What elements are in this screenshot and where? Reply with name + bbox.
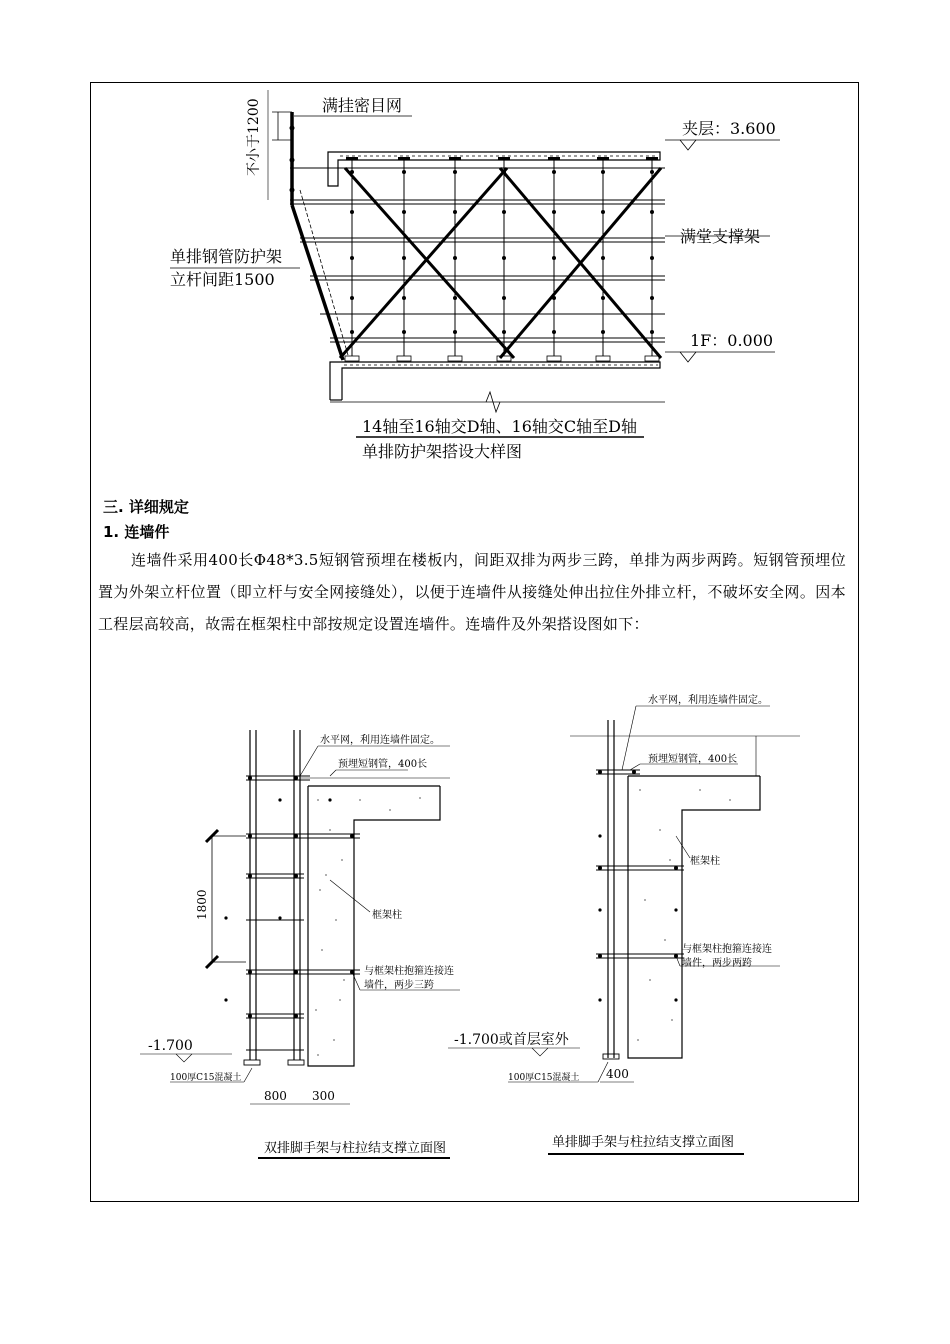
label-guard-frame-1: 单排钢管防护架 bbox=[170, 247, 283, 266]
label-mezzanine: 夹层：3.600 bbox=[682, 119, 776, 138]
cross-bracing bbox=[340, 168, 661, 358]
fig3-label-embed: 预埋短钢管，400长 bbox=[648, 754, 738, 765]
fig2-caption: 双排脚手架与柱拉结支撑立面图 bbox=[264, 1141, 447, 1156]
label-min-height: 不小于1200 bbox=[246, 98, 262, 176]
fig2-label-column: 框架柱 bbox=[372, 910, 402, 921]
fig3-label-dim-400: 400 bbox=[606, 1067, 629, 1081]
lower-slab bbox=[330, 362, 665, 412]
joint-dots bbox=[350, 170, 654, 334]
fig2-label-net: 水平网，利用连墙件固定。 bbox=[320, 735, 440, 746]
fig2-label-dim-step: 1800 bbox=[195, 889, 209, 920]
fig3-label-tie-1: 与框架柱抱箍连接连 bbox=[682, 944, 772, 955]
fig3-label-concrete: 100厚C15混凝土 bbox=[508, 1073, 580, 1083]
guard-frame bbox=[268, 90, 348, 360]
fig2-label-tie-1: 与框架柱抱箍连接连 bbox=[364, 966, 454, 977]
label-full-support: 满堂支撑架 bbox=[680, 227, 761, 246]
fig3-label-tie-2: 墙件，两步两跨 bbox=[682, 958, 752, 969]
label-net: 满挂密目网 bbox=[322, 96, 403, 115]
height-dimension bbox=[272, 112, 292, 140]
fig2-label-level: -1.700 bbox=[148, 1038, 193, 1054]
figure-single-row-guard-frame bbox=[0, 0, 950, 480]
section-paragraph: 连墙件采用400长Φ48*3.5短钢管预埋在楼板内，间距双排为两步三跨，单排为两步两跨。短钢管预埋位置为外架立杆位置（即立杆与安全网接缝处），以便于连墙件从接缝处伸出拉住外排立杆，不破坏安全网。因本工程层高较高，故需在框架柱中部按规定设置连墙件。连墙件及外架搭设图如下： bbox=[98, 551, 846, 633]
caption-line-1: 14轴至16轴交D轴、16轴交C轴至D轴 bbox=[362, 417, 637, 436]
fig2-label-tie-2: 墙件，两步三跨 bbox=[364, 980, 434, 991]
caption-line-2: 单排防护架搭设大样图 bbox=[362, 442, 523, 461]
fig2-label-dim-800: 800 bbox=[264, 1089, 287, 1103]
fig2-label-concrete: 100厚C15混凝土 bbox=[170, 1073, 242, 1083]
fig2-label-dim-300: 300 bbox=[312, 1089, 335, 1103]
fig2-label-embed: 预埋短钢管，400长 bbox=[338, 759, 428, 770]
fig3-label-level: -1.700或首层室外 bbox=[454, 1032, 569, 1048]
fig3-label-net: 水平网，利用连墙件固定。 bbox=[648, 695, 768, 706]
fig3-caption: 单排脚手架与柱拉结支撑立面图 bbox=[552, 1135, 735, 1150]
label-ground: 1F：0.000 bbox=[690, 331, 774, 350]
section-subtitle: 1. 连墙件 bbox=[103, 523, 170, 541]
label-guard-frame-2: 立杆间距1500 bbox=[170, 270, 275, 289]
section-title: 三. 详细规定 bbox=[103, 498, 189, 516]
fig3-label-column: 框架柱 bbox=[690, 856, 720, 867]
